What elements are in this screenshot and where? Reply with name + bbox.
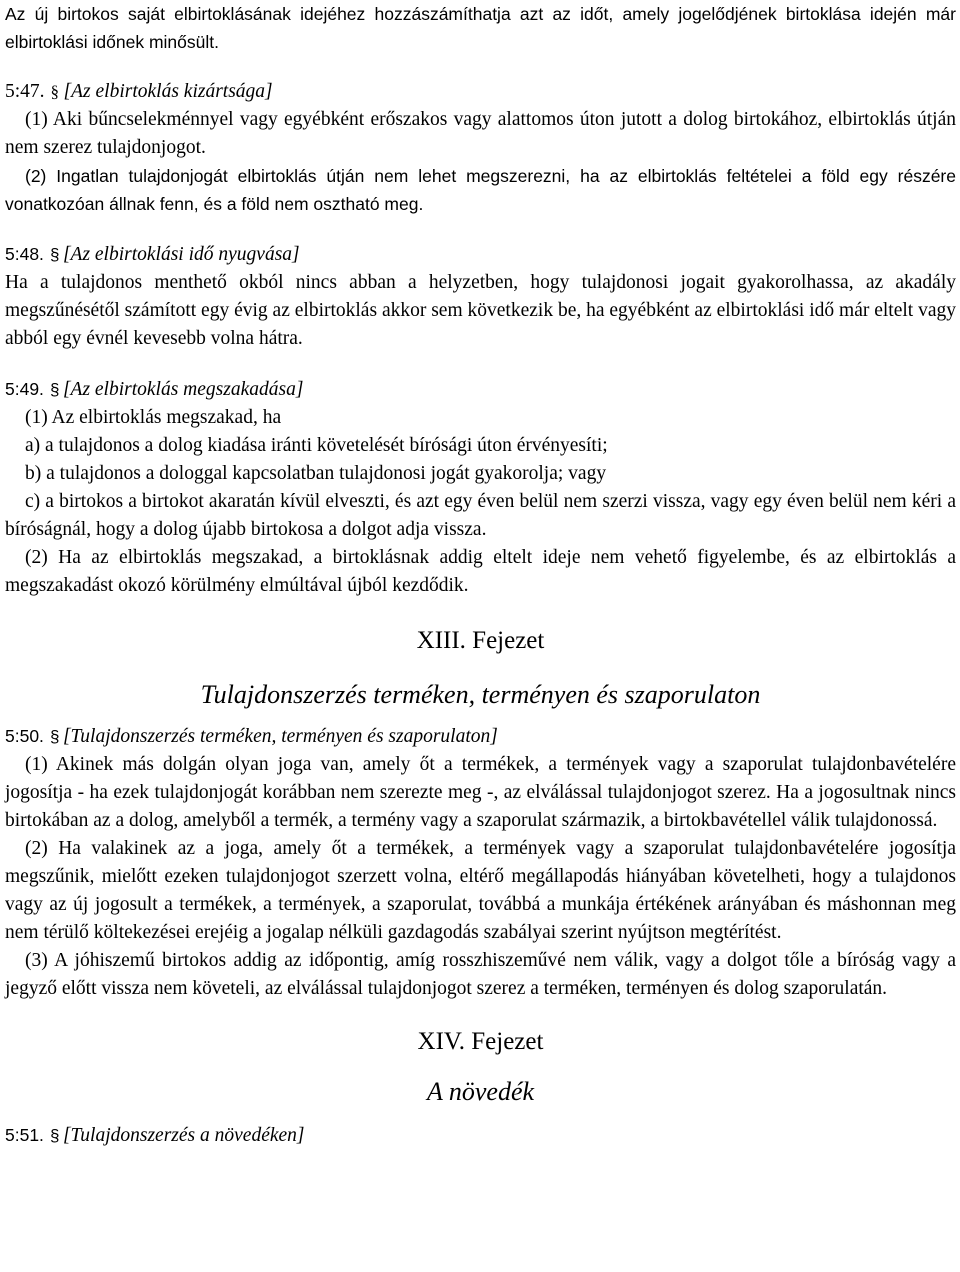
section-5-49-paragraph-1: (1) Az elbirtoklás megszakad, ha — [25, 407, 282, 428]
section-title: [Az elbirtoklás kizártsága] — [63, 81, 273, 102]
section-heading-5-47 — [5, 78, 956, 106]
intro-paragraph: Az új birtokos saját elbirtoklásának idejéhez hozzászámíthatja azt az időt, amely jogelődjének birtoklása idején már elbirtoklási időnek minősült. — [5, 4, 956, 52]
section-title: [Az elbirtoklás megszakadása] — [62, 379, 304, 400]
chapter-number: XIII. Fejezet — [416, 627, 545, 654]
section-5-47-paragraph-1: (1) Aki bűncselekménnyel vagy egyébként erőszakos vagy alattomos úton jutott a dolog birtokához, elbirtoklás útján nem szerez tulajdonjogot. — [5, 109, 956, 158]
section-number: 5:49. — [5, 379, 44, 399]
section-number: 5:50. — [5, 726, 44, 746]
section-number: 5:51. — [5, 1125, 44, 1145]
paragraph-mark: § — [50, 82, 60, 101]
section-title: [Tulajdonszerzés a növedéken] — [62, 1125, 305, 1146]
section-5-50-paragraph-1: (1) Akinek más dolgán olyan joga van, amely őt a termékek, a termények vagy a szaporulat tulajdonbavételére jogosítja - ha ezek tulajdonjogát korábban nem szerezte meg -, az elválással tulajdonjogot szerez. Ha a jogosultnak nincs birtokában az a dolog, amelyből a termék, a termény vagy a szaporulat származik, a birtokbavétellel válik tulajdonossá. — [5, 754, 956, 831]
paragraph-mark: § — [49, 380, 60, 399]
chapter-title: A növedék — [426, 1077, 535, 1106]
section-5-49-paragraph-2: (2) Ha az elbirtoklás megszakad, a birtoklásnak addig eltelt ideje nem vehető figyelembe, és az elbirtoklás a megszakadást okozó körülmény elmúltával újból kezdődik. — [5, 547, 956, 596]
section-title: [Tulajdonszerzés terméken, terményen és szaporulaton] — [62, 726, 498, 747]
paragraph-mark: § — [49, 727, 60, 746]
section-heading-5-51 — [5, 1121, 956, 1150]
section-5-47-paragraph-2: (2) Ingatlan tulajdonjogát elbirtoklás útján nem lehet megszerezni, ha az elbirtoklás feltételei a föld egy részére vonatkozóan állnak fenn, és a föld nem osztható meg. — [5, 166, 956, 214]
chapter-number: XIV. Fejezet — [417, 1028, 544, 1055]
paragraph-mark: § — [49, 1126, 60, 1145]
section-heading-5-50 — [5, 722, 956, 751]
section-number: 5:48. — [5, 244, 44, 264]
section-number: 5:47. — [5, 81, 45, 102]
section-5-50-paragraph-3: (3) A jóhiszemű birtokos addig az időpontig, amíg rosszhiszeművé nem válik, vagy a dolgot tőle a bíróság vagy a jegyző előtt vissza nem követeli, az elválással tulajdonjogot szerez a terméken, terményen és dolog szaporulatán. — [5, 950, 956, 999]
section-5-50-paragraph-2: (2) Ha valakinek az a joga, amely őt a termékek, a termények vagy a szaporulat tulajdonbavételére jogosítja megszűnik, mielőtt ezeken tulajdonjogot szerzett volna, eltérő megállapodás hiányában követelheti, hogy a tulajdonos vagy az új jogosult a termékek, a termények, a szaporulat, továbbá a munkája értékének arányában és máshonnan meg nem térülő költekezései erejéig a jogalap nélküli gazdagodás szabályai szerint nyújtson megtérítést. — [5, 838, 956, 943]
section-heading-5-48 — [5, 240, 956, 269]
section-heading-5-49 — [5, 375, 956, 404]
section-5-49-point-b: b) a tulajdonos a dologgal kapcsolatban tulajdonosi jogát gyakorolja; vagy — [25, 463, 607, 484]
section-title: [Az elbirtoklási idő nyugvása] — [62, 244, 300, 265]
paragraph-mark: § — [49, 245, 60, 264]
section-5-49-point-a: a) a tulajdonos a dolog kiadása iránti követelését bírósági úton érvényesíti; — [25, 435, 608, 456]
chapter-title: Tulajdonszerzés terméken, terményen és szaporulaton — [200, 680, 761, 709]
section-5-49-point-c: c) a birtokos a birtokot akaratán kívül elveszti, és azt egy éven belül nem szerzi vissza, vagy egy éven belül nem kéri a bíróságnál, hogy a dolog újabb birtokosa a dolgot adja vissza. — [5, 491, 956, 540]
section-5-48-paragraph-1: Ha a tulajdonos menthető okból nincs abban a helyzetben, hogy tulajdonosi jogait gyakorolhassa, az akadály megszűnésétől számított egy évig az elbirtoklás akkor sem következik be, ha egyébként az elbirtoklási idő már eltelt vagy abból egy évnél kevesebb volna hátra. — [5, 272, 956, 349]
